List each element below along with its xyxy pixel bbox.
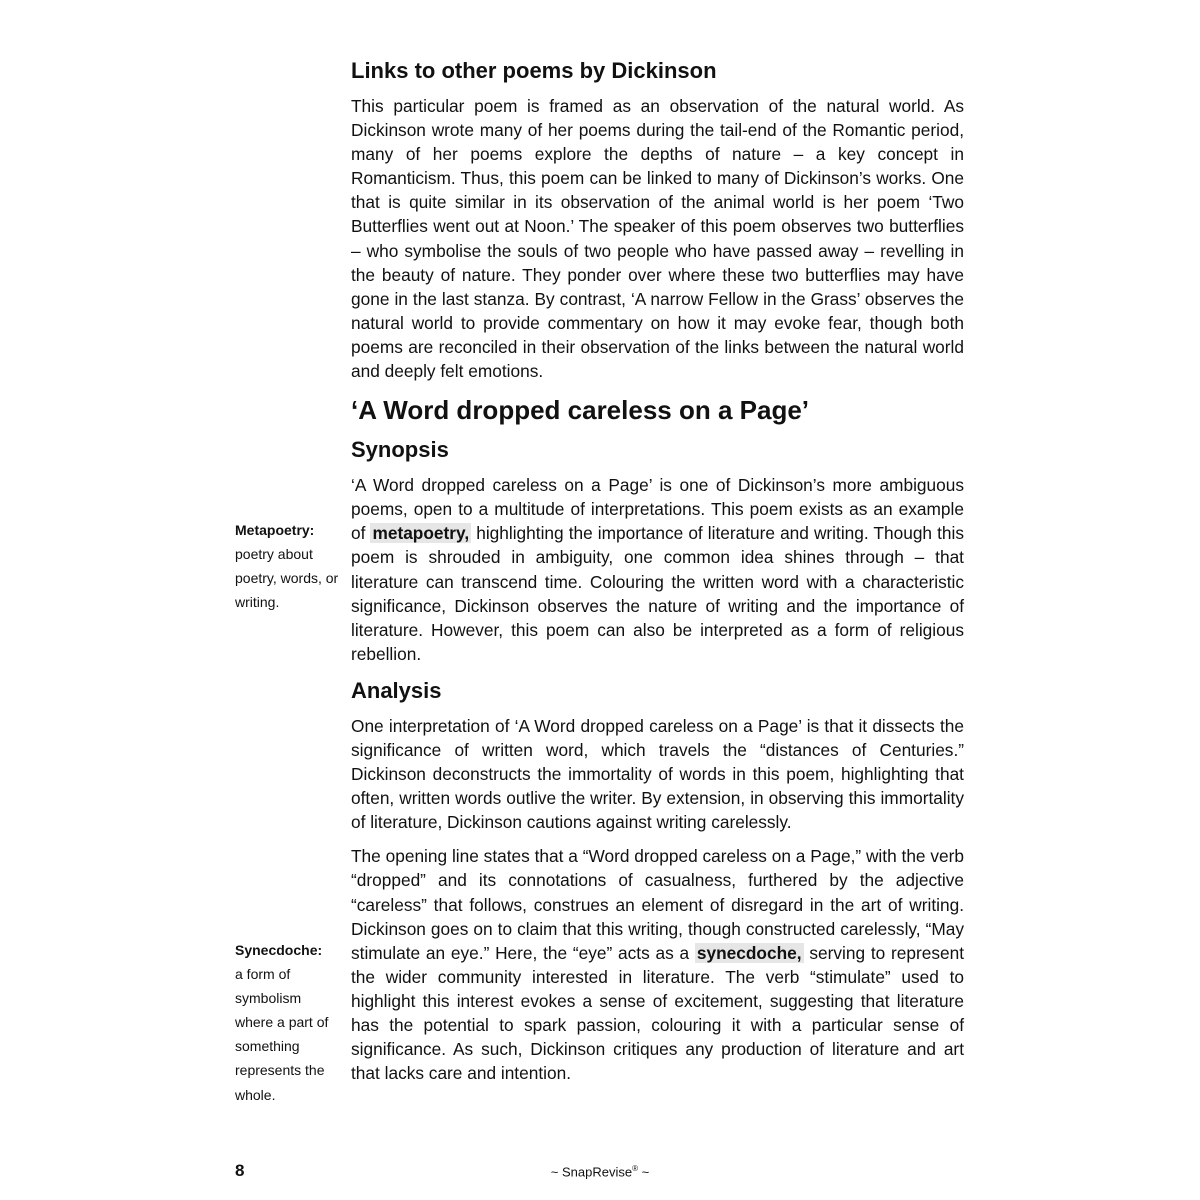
brand-name: SnapRevise [561, 1164, 633, 1180]
glossary-term: Synecdoche: [235, 942, 323, 958]
analysis-heading: Analysis [351, 677, 442, 703]
glossary-term: Metapoetry: [235, 522, 315, 538]
synopsis-text-1: ‘A Word dropped careless on a Page’ is one of Dickinson’s more ambiguous poems, open to a multitude of interpretations. This poem exists as an example of [351, 475, 964, 544]
registered-mark: ® [632, 1164, 638, 1173]
glossary-metapoetry [235, 518, 343, 614]
analysis-text-2: serving to represent the wider community interested in literature. The verb “stimulate” used to highlight this interest evokes a sense of excitement, suggesting that literature has the potential to spark passion, colouring it with a particular sense of significance. As such, Dickinson critiques any production of literature and art that lacks care and intention. [351, 942, 964, 1084]
glossary-synecdoche [235, 938, 343, 1107]
tilde-right: ~ [641, 1164, 650, 1180]
links-heading: Links to other poems by Dickinson [351, 58, 717, 83]
page-number: 8 [235, 1161, 245, 1180]
synopsis-paragraph [351, 473, 964, 666]
metapoetry-highlight: metapoetry, [372, 523, 470, 544]
main-column [351, 56, 964, 1095]
synecdoche-highlight: synecdoche, [696, 942, 802, 963]
synopsis-text-2: highlighting the importance of literature and writing. Though this poem is shrouded in ambiguity, one common idea shines through – that literature can transcend time. Colouring the written word with a characteristic significance, Dickinson observes the nature of writing and the importance of literature. However, this poem can also be interpreted as a form of religious rebellion. [351, 523, 964, 664]
links-paragraph: This particular poem is framed as an observation of the natural world. As Dickinson wrote many of her poems during the tail-end of the Romantic period, many of her poems explore the depths of nature – a key concept in Romanticism. Thus, this poem can be linked to many of Dickinson’s works. One that is quite similar in its observation of the animal world is her poem ‘Two Butterflies went out at Noon.’ The speaker of this poem observes two butterflies – who symbolise the souls of two people who have passed away – revelling in the beauty of nature. They ponder over where these two butterflies may have gone in the last stanza. By contrast, ‘A narrow Fellow in the Grass’ observes the natural world to provide commentary on how it may evoke fear, though both poems are reconciled in their observation of the links between the natural world and deeply felt emotions. [351, 96, 964, 382]
analysis-text-1: The opening line states that a “Word dropped careless on a Page,” with the verb “dropped” and its connotations of casualness, furthered by the adjective “careless” that follows, construes an element of disregard in the art of writing. Dickinson goes on to claim that this writing, though constructed carelessly, “May stimulate an eye.” Here, the “eye” acts as a [351, 846, 964, 963]
poem-title: ‘A Word dropped careless on a Page’ [351, 395, 810, 426]
tilde-left: ~ [550, 1164, 559, 1180]
footer-brand [0, 1164, 1200, 1179]
synopsis-heading: Synopsis [351, 437, 449, 463]
glossary-definition: poetry about poetry, words, or writing. [235, 546, 339, 611]
analysis-paragraph-2 [351, 844, 964, 1085]
analysis-paragraph-1: One interpretation of ‘A Word dropped careless on a Page’ is that it dissects the significance of written word, which travels the “distances of Centuries.” Dickinson deconstructs the immortality of words in this poem, highlighting that often, written words outlive the writer. By extension, in observing this immortality of literature, Dickinson cautions against writing carelessly. [351, 715, 964, 833]
glossary-definition: a form of symbolism where a part of something represents the whole. [235, 966, 329, 1103]
